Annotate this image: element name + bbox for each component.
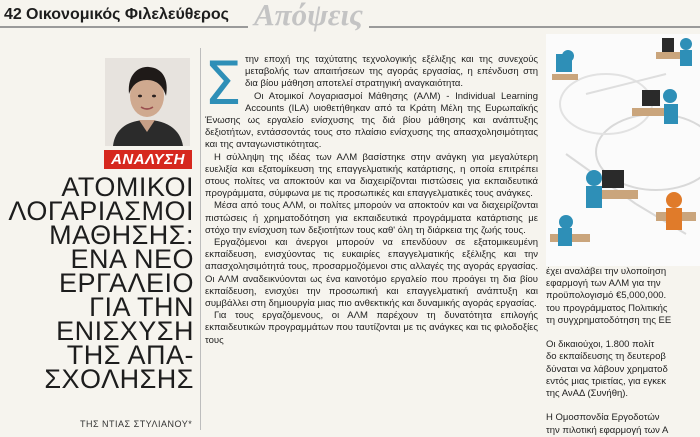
page-number: 42 bbox=[4, 6, 22, 23]
article-paragraph: Μέσα από τους ΑΛΜ, οι πολίτες μπορούν να αποκτούν και να διαχειρίζονται πιστώσεις ή χρηματοδότηση για εκπαιδευτικά προγράμματα κατάρτισης με στόχο την ενίσχυση των δεξιοτήτων τους καθ' όλη τη διάρκεια της ζωής τους. bbox=[205, 200, 538, 236]
section-title: Απόψεις bbox=[248, 0, 369, 30]
column-line: Η Ομοσπονδία Εργοδοτών bbox=[546, 412, 660, 424]
author-photo bbox=[105, 58, 190, 146]
article-paragraph: Οι Ατομικοί Λογαριασμοί Μάθησης (ΑΛΜ) - Individual Learning Accounts (ILA) υιοθετήθηκαν από τα Κράτη Μέλη της Ευρωπαϊκής Ένωσης ως εργαλείο ενίσχυσης της διά βίου μάθησης και ανάπτυξης δεξιοτήτων, εντάσσοντάς τους στο πλαίσιο ενίσχυσης της απασχολησιμότητας και της ανταγωνιστικότητας. bbox=[205, 90, 538, 151]
headline-line: ΕΝΙΣΧΥΣΗ bbox=[56, 316, 194, 346]
column-line: τη συγχρηματοδότηση της ΕΕ bbox=[546, 314, 672, 326]
article-tag: ΑΝΑΛΥΣΗ bbox=[104, 150, 192, 169]
headline-line: ΕΝΑ ΝΕΟ bbox=[70, 244, 194, 274]
column-line bbox=[546, 400, 700, 412]
article-paragraph: Για τους εργαζόμενους, οι ΑΛΜ παρέχουν τη δυνατότητα επιλογής εκπαιδευτικών προγραμμάτων που ταυτίζονται με τις ανάγκες και τις φιλοδοξίες τους bbox=[205, 310, 538, 346]
column-line: δο εκπαίδευσης τη δευτεροβ bbox=[546, 351, 666, 363]
column-line: προϋπολογισμό €5,000,000. bbox=[546, 290, 667, 302]
dropcap-letter: Σ bbox=[204, 49, 242, 119]
article-paragraph: Εργαζόμενοι και άνεργοι μπορούν να επενδύουν σε εξατομικευμένη εκπαίδευση, ενισχύοντας τις ευκαιρίες επαγγελματικής εξέλιξης και την απασχολησιμότητά τους, προσαρμοζόμενοι στις αλλαγές της αγοράς εργασίας. Οι ΑΛΜ αναδεικνύονται ως ένα καινοτόμο εργαλείο που προάγει τη δια βίου εκπαίδευση, ενισχύει την προσωπική και επαγγελματική ανάπτυξη και συμβάλλει στη δημιουργία μιας πιο ανθεκτικής και δυναμικής αγοράς εργασίας. bbox=[205, 237, 538, 310]
column-line: εντός μιας τριετίας, για εγκεκ bbox=[546, 375, 666, 387]
column-rule bbox=[200, 48, 201, 430]
headline bbox=[0, 172, 194, 394]
next-column bbox=[546, 266, 700, 436]
column-line: της ΑνΑΔ (Συνήθη). bbox=[546, 388, 629, 400]
dropcap bbox=[204, 49, 242, 119]
column-line: την πιλοτική εφαρμογή των Α bbox=[546, 424, 669, 436]
headline-line: ΜΑΘΗΣΗΣ: bbox=[49, 220, 194, 250]
column-line bbox=[546, 327, 700, 339]
article-body bbox=[204, 49, 538, 347]
headline-line: ΤΗΣ ΑΠΑ- bbox=[66, 340, 194, 370]
article-paragraph: την εποχή της ταχύτατης τεχνολογικής εξέλιξης και της συνεχούς μεταβολής των απαιτήσεων της αγοράς εργασίας, η επένδυση στη δια βίου μάθηση αποτελεί στρατηγική αναγκαιότητα. bbox=[245, 54, 538, 90]
column-line: δύναται να λάβουν χρηματοδ bbox=[546, 363, 668, 375]
column-line: εφαρμογή των ΑΛΜ για την bbox=[546, 278, 661, 290]
headline-line: ΛΟΓΑΡΙΑΣΜΟΙ bbox=[8, 196, 194, 226]
article-paragraph: Η σύλληψη της ιδέας των ΑΛΜ βασίστηκε στην ανάγκη για μεγαλύτερη ευελιξία και εξατομίκευση της επαγγελματικής κατάρτισης, η οποία επιτρέπει στους πολίτες να αποκτούν και να διαχειρίζονται πιστώσεις για εκπαιδευτικά προγράμματα, σύμφωνα με τις προσωπικές και επαγγελματικές τους ανάγκες. bbox=[205, 151, 538, 200]
headline-line: ΑΤΟΜΙΚΟΙ bbox=[61, 172, 194, 202]
page-header bbox=[0, 0, 700, 34]
headline-line: ΕΡΓΑΛΕΙΟ bbox=[59, 268, 194, 298]
column-line: του προγράμματος Πολιτικής bbox=[546, 302, 668, 314]
column-line: Οι δικαιούχοι, 1.800 πολίτ bbox=[546, 339, 655, 351]
headline-line: ΣΧΟΛΗΣΗΣ bbox=[44, 364, 194, 394]
headline-line: ΓΙΑ ΤΗΝ bbox=[89, 292, 194, 322]
publication-name: Οικονομικός Φιλελεύθερος bbox=[26, 6, 229, 23]
article-illustration bbox=[546, 34, 700, 266]
author-byline: ΤΗΣ ΝΤΙΑΣ ΣΤΥΛΙΑΝΟΥ* bbox=[80, 419, 193, 429]
column-line: έχει αναλάβει την υλοποίηση bbox=[546, 266, 667, 277]
